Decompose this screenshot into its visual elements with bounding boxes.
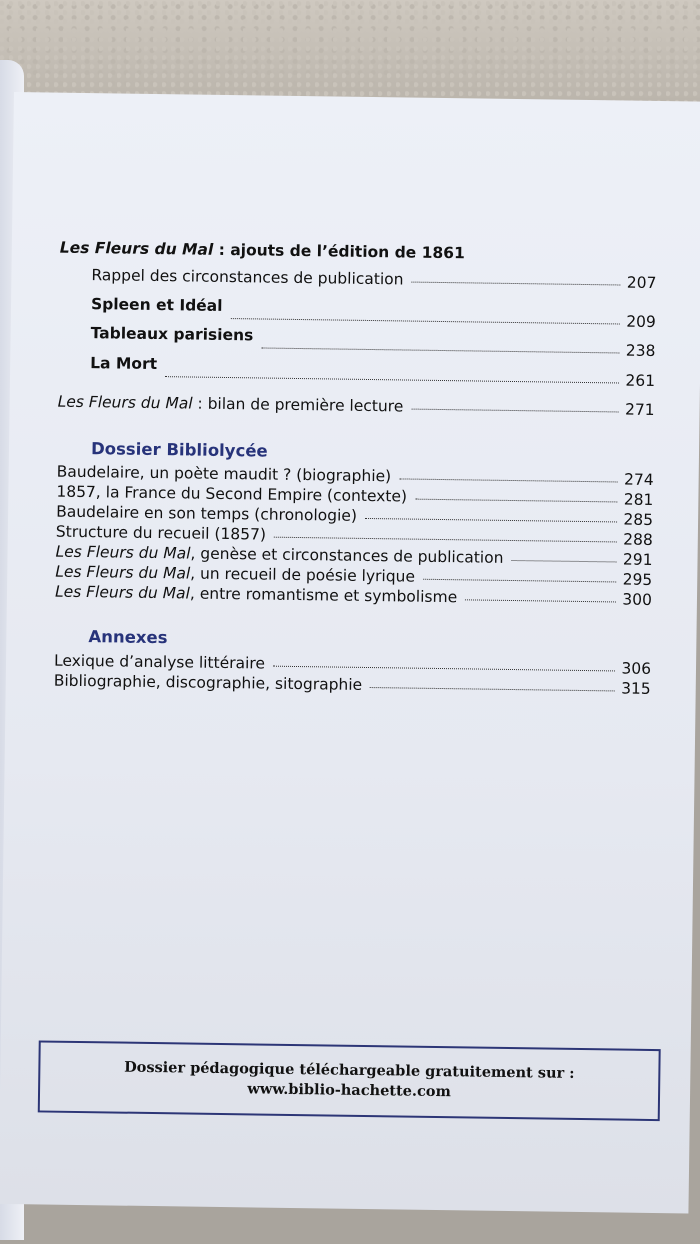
toc-label-italic: Les Fleurs du Mal: [55, 562, 191, 583]
annexes-heading: Annexes: [88, 627, 168, 648]
dot-leader: [415, 499, 618, 503]
toc-label-italic: Les Fleurs du Mal: [57, 392, 193, 413]
toc-page: 274: [623, 470, 654, 489]
toc-page: 306: [621, 659, 652, 678]
dot-leader: [365, 518, 618, 523]
book-page: [0, 92, 700, 1214]
toc-entry: [90, 295, 656, 331]
toc-label: La Mort: [90, 354, 158, 374]
toc-label: Bibliographie, discographie, sitographie: [53, 671, 363, 694]
toc-entry: [90, 354, 656, 390]
toc-label: Baudelaire en son temps (chronologie): [56, 502, 358, 525]
toc-label: Structure du recueil (1857): [55, 522, 267, 544]
toc-page: 295: [622, 570, 653, 589]
dot-leader: [274, 537, 617, 543]
dot-leader: [273, 666, 615, 672]
notice-url-link[interactable]: www.biblio-hachette.com: [247, 1080, 451, 1101]
toc-label: Spleen et Idéal: [90, 295, 223, 315]
dossier-heading: Dossier Bibliolycée: [90, 439, 268, 461]
toc-page: 315: [621, 679, 651, 698]
toc-page: 271: [624, 400, 655, 419]
dot-leader: [411, 282, 620, 286]
toc-label: [55, 563, 415, 586]
toc-page: 288: [623, 530, 653, 549]
toc-label-italic: Les Fleurs du Mal: [55, 542, 191, 563]
dot-leader: [370, 687, 615, 691]
notice-line1: Dossier pédagogique téléchargeable gratuitement sur :: [124, 1058, 575, 1082]
toc-page: 285: [623, 510, 654, 529]
dot-leader: [230, 318, 620, 324]
dot-leader: [165, 376, 620, 383]
section-title: [60, 239, 465, 263]
toc-label: Tableaux parisiens: [90, 324, 254, 345]
toc-label-rest: , genèse et circonstances de publication: [190, 544, 504, 567]
dot-leader: [511, 560, 616, 562]
section-title-italic: Les Fleurs du Mal: [59, 238, 214, 259]
toc-page: 209: [626, 312, 656, 331]
toc-label-rest: , un recueil de poésie lyrique: [190, 564, 416, 586]
toc-label: 1857, la France du Second Empire (contexte): [56, 482, 408, 506]
toc-page: 281: [623, 490, 654, 509]
dot-leader: [261, 347, 620, 353]
toc-label: Lexique d’analyse littéraire: [53, 651, 266, 673]
download-notice-box: [38, 1040, 661, 1121]
toc-page: 291: [622, 550, 653, 569]
toc-label-rest: : bilan de première lecture: [192, 394, 404, 416]
toc-entry: [91, 266, 656, 292]
toc-page: 261: [625, 371, 656, 390]
toc-entry: [58, 393, 655, 419]
toc-label: [55, 583, 457, 607]
toc-label: [58, 393, 404, 416]
section-title-rest: : ajouts de l’édition de 1861: [213, 240, 465, 263]
toc-label-rest: , entre romantisme et symbolisme: [189, 584, 458, 607]
toc-label: Rappel des circonstances de publication: [91, 266, 404, 289]
toc-page: 300: [622, 590, 653, 609]
toc-page: 238: [625, 341, 656, 360]
dot-leader: [399, 478, 618, 482]
toc-label-italic: Les Fleurs du Mal: [54, 582, 191, 603]
dot-leader: [423, 579, 617, 583]
dot-leader: [465, 599, 616, 602]
toc-label: Baudelaire, un poète maudit ? (biographie): [56, 462, 392, 486]
dot-leader: [411, 409, 619, 413]
toc-page: 207: [626, 273, 657, 292]
toc-entry: [90, 324, 656, 360]
